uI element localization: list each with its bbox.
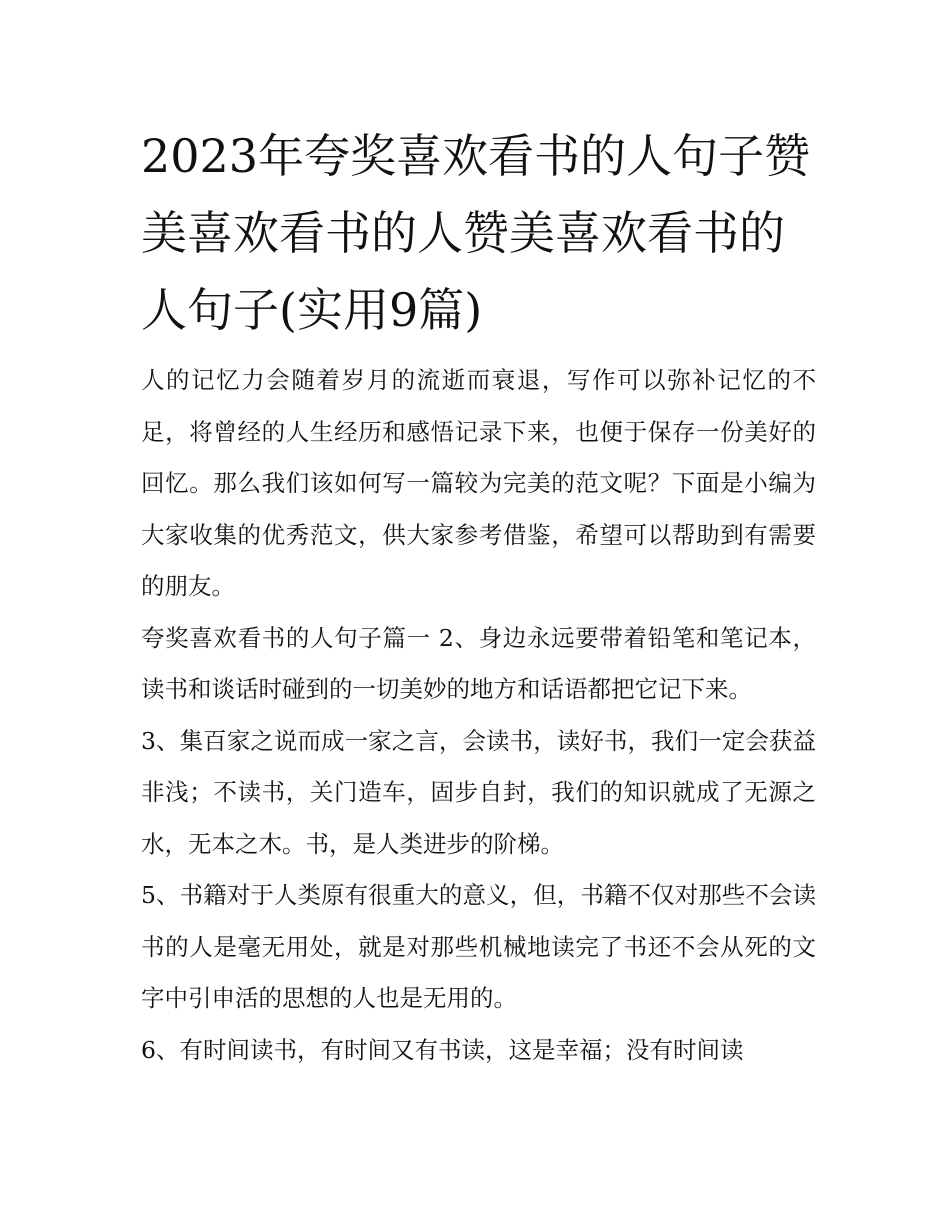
paragraph-section-1: 夸奖喜欢看书的人句子篇一 2、身边永远要带着铅笔和笔记本，读书和谈话时碰到的一切美妙的地方和话语都把它记下来。 xyxy=(141,623,816,703)
paragraph-quote-6: 6、有时间读书，有时间又有书读，这是幸福；没有时间读 xyxy=(141,1035,744,1064)
document-body xyxy=(141,355,816,1076)
paragraph-intro: 人的记忆力会随着岁月的流逝而衰退，写作可以弥补记忆的不足，将曾经的人生经历和感悟记录下来，也便于保存一份美好的回忆。那么我们该如何写一篇较为完美的范文呢？下面是小编为大家收集的优秀范文，供大家参考借鉴，希望可以帮助到有需要的朋友。 xyxy=(141,366,816,600)
document-title: 2023年夸奖喜欢看书的人句子赞美喜欢看书的人赞美喜欢看书的人句子(实用9篇) xyxy=(141,129,811,337)
paragraph-quote-5: 5、书籍对于人类原有很重大的意义，但，书籍不仅对那些不会读书的人是毫无用处，就是对那些机械地读完了书还不会从死的文字中引申活的思想的人也是无用的。 xyxy=(141,881,816,1012)
paragraph-quote-3: 3、集百家之说而成一家之言，会读书，读好书，我们一定会获益非浅；不读书，关门造车，固步自封，我们的知识就成了无源之水，无本之木。书，是人类进步的阶梯。 xyxy=(141,726,816,858)
document-page xyxy=(141,118,816,1076)
